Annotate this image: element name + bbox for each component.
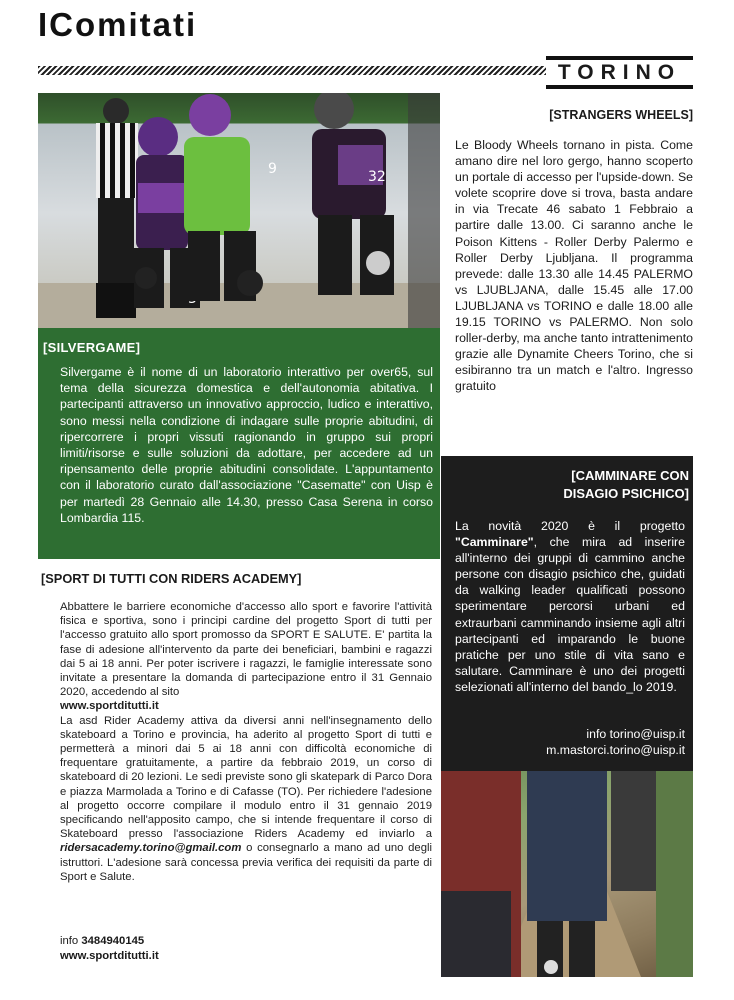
camminare-body-bold: "Camminare" <box>455 535 534 550</box>
jersey-number-green: 9 <box>268 161 277 177</box>
strangers-wheels-body: Le Bloody Wheels tornano in pista. Come amano dire nel loro gergo, hanno scoperto un portale di accesso per l'upside-down. Se volete scoprire dove si trova, basta andare in via Trecate 46 sabato 1 Febbraio a partire dalle 13.00. Ci saranno anche le Poison Kittens - Roller Derby Palermo e Roller Derby Ljubljana. Il programma prevede: dalle 13.30 alle 14.45 PALERMO vs LJUBLJANA, dalle 15.45 alle 17.00 LJUBLJANA vs TORINO e dalle 18.00 alle 19.15 TORINO vs PALERMO. Non solo roller-derby, ma anche tanto intrattenimento grazie alle Dynamite Cheers Torino, che si esibiranno tra un match e l'altro. Ingresso gratuito <box>455 138 693 394</box>
sport-email-link[interactable]: ridersacademy.torino@gmail.com <box>60 842 242 855</box>
walking-group-illustration <box>441 771 693 977</box>
sport-info-phone[interactable]: 3484940145 <box>81 935 145 947</box>
strangers-wheels-heading: [STRANGERS WHEELS] <box>549 108 693 122</box>
roller-derby-illustration <box>38 93 440 328</box>
sport-site-link[interactable]: www.sportditutti.it <box>60 700 159 713</box>
camminare-heading-line2: DISAGIO PSICHICO] <box>563 486 689 501</box>
sport-paragraph-2a: La asd Rider Academy attiva da diversi anni nell'insegnamento dello skateboard a Torino e provincia, ha aderito al progetto Sport di tutti e permetterà a minori dai 5 ai 18 anni con difficoltà economiche di frequentare gratuitamente, a partire da febbraio 2019, un corso di skateboard di 20 lezioni. Le sedi previste sono gli skatepark di Parco Dora e piazza Marmolada a Torino e di Cafasse (TO). Per richiedere l'adesione al progetto occorre compilare il modulo entro il 31 gennaio 2019 specificando nell'apposito campo, che si intende frequentare il corso di Skateboard presso l'associazione Riders Academy ed inviarlo a <box>60 714 432 841</box>
camminare-body <box>455 518 685 695</box>
roller-derby-photo <box>38 93 440 328</box>
silvergame-box <box>38 328 440 559</box>
sport-paragraph-2 <box>60 714 432 884</box>
camminare-heading-line1: [CAMMINARE CON <box>571 468 689 483</box>
city-label: TORINO <box>546 56 693 89</box>
skater-figure-green <box>184 94 277 301</box>
walking-group-photo <box>441 771 693 977</box>
referee-figure <box>96 98 138 318</box>
camminare-body-rest: , che mira ad inserire all'interno dei gruppi di cammino anche persone con disagio psichico che, guidati da walking leader qualificati possono sperimentare percorsi urbani ed extraurbani camminando insieme agli altri partecipanti ed imparando le buone pratiche per uno stile di vita sano e salutare. Camminare è uno dei progetti selezionati all'interno del bando_lo 2019. <box>455 535 685 694</box>
sport-heading: [SPORT DI TUTTI CON RIDERS ACADEMY] <box>41 571 302 586</box>
silvergame-body: Silvergame è il nome di un laboratorio interattivo per over65, sul tema della sicurezza domestica e dell'autonomia abitativa. I partecipanti attraverso un innovativo approccio, ludico e interattivo, sono messi nella condizione di indagare sulle proprie abitudini, di ripercorrere i propri vissuti ragionando in gruppo sui propri limiti/risorse e sulle soluzioni da adottare, per accedere ad un ripensamento delle proprie abitudini consolidate. L'appuntamento con il laboratorio curato dall'associazione "Casematte" con Uisp è per martedì 28 Gennaio alle 14.30, presso Casa Serena in corso Lombardia 115. <box>60 365 433 525</box>
contact-email-info[interactable]: info torino@uisp.it <box>586 727 685 741</box>
camminare-body-intro: La novità 2020 è il progetto <box>455 519 685 533</box>
sport-info <box>60 934 159 964</box>
camminare-contacts <box>455 726 685 758</box>
silvergame-heading: [SILVERGAME] <box>43 340 141 355</box>
sport-info-site[interactable]: www.sportditutti.it <box>60 950 159 962</box>
camminare-heading <box>447 467 689 503</box>
page-title: IComitati <box>38 6 198 43</box>
sport-info-label: info <box>60 935 82 947</box>
hatched-rule <box>38 66 546 75</box>
sport-paragraph-1: Abbattere le barriere economiche d'accesso allo sport e favorire l'attività fisica e sportiva, sono i principi cardine del progetto Sport di tutti per l'accesso gratuito allo sport promosso da SPORT E SALUTE. E' partita la fase di adesione all'intervento da parte dei beneficiari, bambini e ragazzi dai 5 ai 18 anni. Per poter iscrivere i ragazzi, le famiglie interessate sono invitate a presentare la domanda di partecipazione entro il 31 Gennaio 2020, accedendo al sito <box>60 601 432 699</box>
camminare-box <box>441 456 693 771</box>
sport-paragraph-2b: o consegnarlo a mano ad uno degli istruttori. L'adesione sarà concessa previa verifica dei requisiti da parte di Sport e Salute. <box>60 842 432 883</box>
sport-body <box>60 600 432 884</box>
contact-email-mastorci[interactable]: m.mastorci.torino@uisp.it <box>546 743 685 757</box>
jersey-number-right: 32 <box>368 169 386 185</box>
skater-figure-right <box>312 93 394 295</box>
